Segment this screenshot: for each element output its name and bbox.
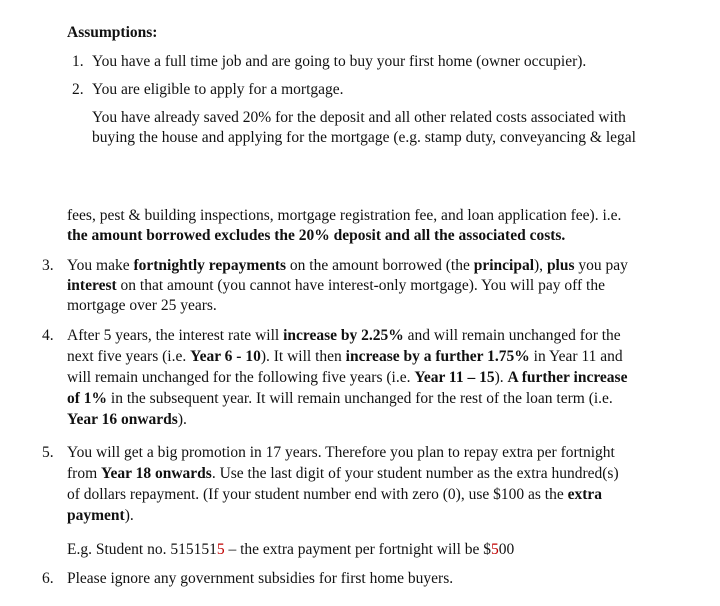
text-run: on the amount borrowed (the bbox=[286, 257, 474, 274]
text-run: will remain unchanged for the following five years (i.e. bbox=[67, 369, 415, 386]
text-run: in Year 11 and bbox=[529, 348, 623, 365]
bold-run: Year 11 – 15 bbox=[414, 369, 495, 386]
text-run: you pay bbox=[574, 257, 628, 274]
item-number: 3. bbox=[42, 257, 54, 274]
text-run: ). bbox=[124, 507, 134, 524]
item-number: 4. bbox=[42, 327, 54, 344]
bold-run: extra bbox=[567, 486, 603, 503]
item-text: You are eligible to apply for a mortgage. bbox=[92, 81, 344, 98]
text-run: ). It will then bbox=[260, 348, 346, 365]
text-run: next five years (i.e. bbox=[67, 348, 191, 365]
item-line bbox=[67, 347, 623, 367]
text-run: You make bbox=[67, 257, 134, 274]
bold-run: Year 16 onwards bbox=[67, 411, 178, 428]
text-run: in the subsequent year. It will remain unchanged for the rest of the loan term (i.e. bbox=[107, 390, 613, 407]
bold-run: payment bbox=[67, 507, 125, 524]
bold-run: of 1% bbox=[67, 390, 108, 407]
text-run: E.g. Student no. 515151 bbox=[67, 541, 217, 558]
example-line bbox=[67, 540, 514, 560]
item-number: 5. bbox=[42, 444, 54, 461]
bold-run: increase by 2.25% bbox=[283, 327, 404, 344]
item-number: 6. bbox=[42, 570, 54, 587]
bold-run: principal bbox=[473, 257, 535, 274]
bold-run: increase by a further 1.75% bbox=[345, 348, 530, 365]
item-line: You will get a big promotion in 17 years. Therefore you plan to repay extra per fortnight bbox=[67, 444, 615, 461]
text-run: ). bbox=[494, 369, 508, 386]
bold-run: plus bbox=[546, 257, 575, 274]
item-line bbox=[67, 276, 605, 296]
bold-run: A further increase bbox=[507, 369, 628, 386]
item-line bbox=[67, 506, 134, 526]
item-number: 2. bbox=[72, 81, 84, 98]
text-run: – the extra payment per fortnight will be $ bbox=[224, 541, 492, 558]
highlight-digit: 5 bbox=[491, 541, 499, 558]
item-paragraph-line: buying the house and applying for the mortgage (e.g. stamp duty, conveyancing & legal bbox=[92, 129, 636, 146]
item-line bbox=[67, 256, 628, 276]
text-run: ). bbox=[177, 411, 187, 428]
item-line bbox=[67, 368, 627, 388]
item-line bbox=[67, 326, 621, 346]
item-text: You have a full time job and are going to buy your first home (owner occupier). bbox=[92, 53, 587, 70]
text-run: . Use the last digit of your student number as the extra hundred(s) bbox=[211, 465, 619, 482]
assumptions-title: Assumptions: bbox=[67, 24, 158, 41]
bold-run: Year 18 onwards bbox=[101, 465, 212, 482]
item-line bbox=[67, 410, 187, 430]
text-run: on that amount (you cannot have interest-only mortgage). You will pay off the bbox=[116, 277, 605, 294]
item-paragraph-line: You have already saved 20% for the deposit and all other related costs associated with bbox=[92, 109, 626, 126]
bold-run: interest bbox=[67, 277, 117, 294]
text-run: of dollars repayment. (If your student number end with zero (0), use $100 as the bbox=[67, 486, 568, 503]
text-run: ), bbox=[534, 257, 547, 274]
item-line bbox=[67, 389, 613, 409]
item-line: mortgage over 25 years. bbox=[67, 297, 217, 314]
text-run: 00 bbox=[498, 541, 515, 558]
item-text: Please ignore any government subsidies for first home buyers. bbox=[67, 570, 454, 587]
item-number: 1. bbox=[72, 53, 84, 70]
item-paragraph-line: the amount borrowed excludes the 20% deposit and all the associated costs. bbox=[67, 227, 566, 244]
text-run: After 5 years, the interest rate will bbox=[67, 327, 284, 344]
highlight-digit: 5 bbox=[216, 541, 225, 558]
text-run: from bbox=[67, 465, 102, 482]
bold-run: fortnightly repayments bbox=[133, 257, 287, 274]
bold-run: Year 6 - 10 bbox=[190, 348, 261, 365]
text-run: and will remain unchanged for the bbox=[403, 327, 621, 344]
item-paragraph-line: fees, pest & building inspections, mortgage registration fee, and loan application fee). i.e. bbox=[67, 207, 622, 224]
item-line bbox=[67, 464, 619, 484]
item-line bbox=[67, 485, 602, 505]
